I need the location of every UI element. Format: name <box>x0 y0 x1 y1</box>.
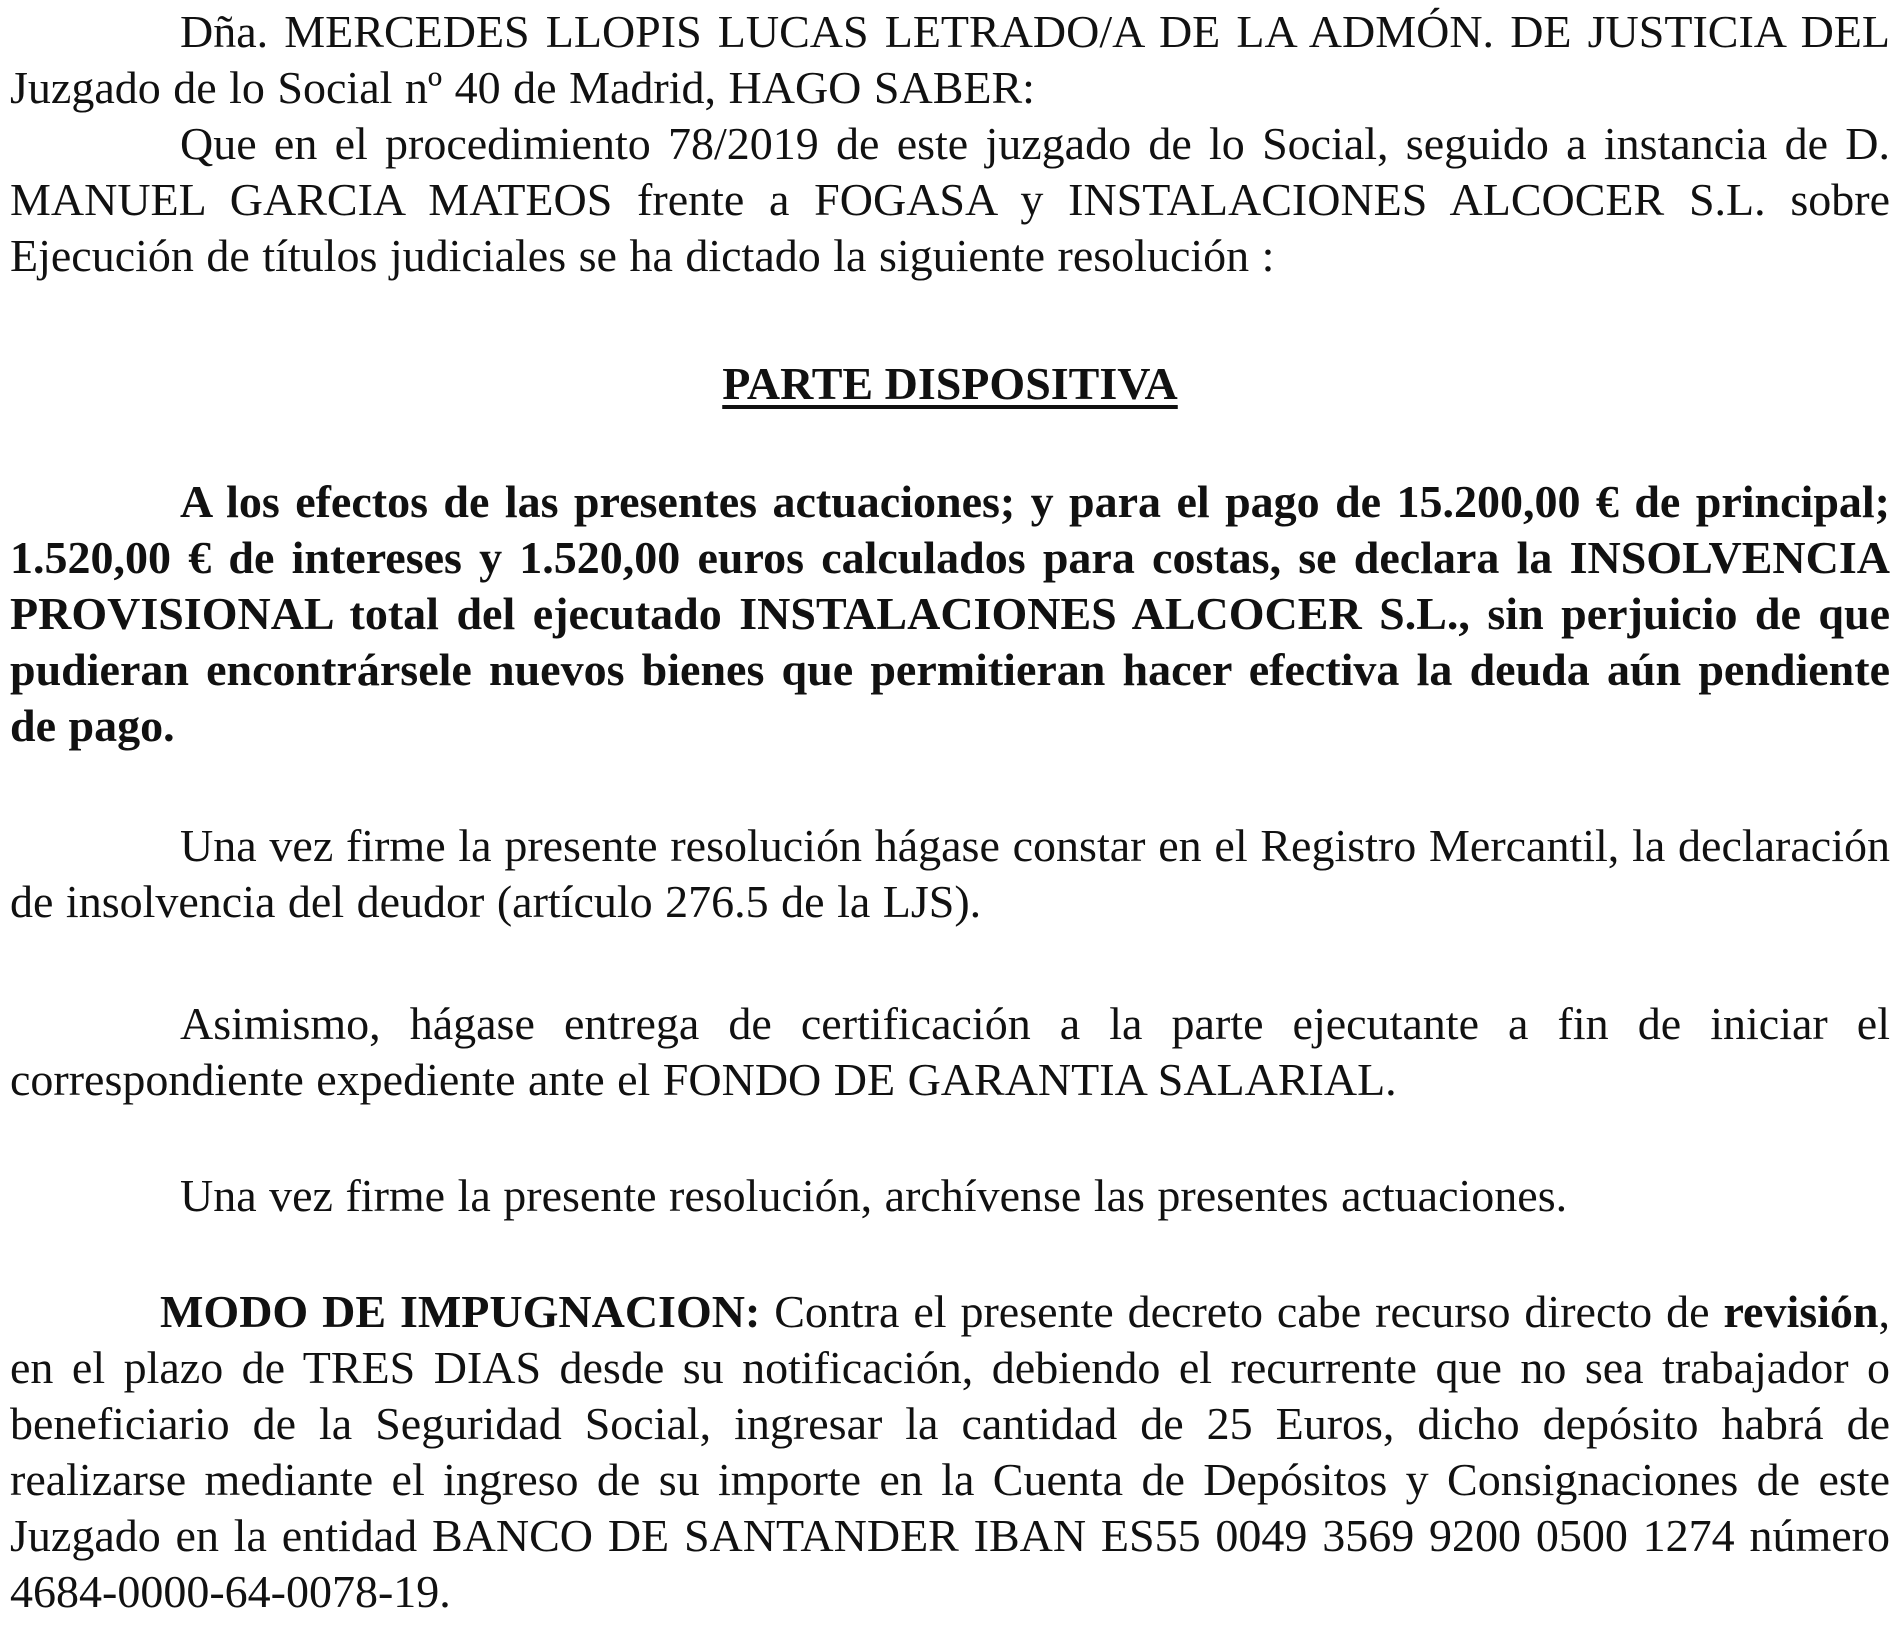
impugnation-text-after: , en el plazo de TRES DIAS desde su notificación, debiendo el recurrente que no sea trabajador o beneficiario de la Seguridad Social, ingresar la cantidad de 25 Euros, dicho depósito habrá de realizarse mediante el ingreso de su importe en la Cuenta de Depósitos y Consignaciones de este Juzgado en la entidad BANCO DE SANTANDER IBAN ES55 0049 3569 9200 0500 1274 número 4684-0000-64-0078-19. <box>10 1286 1890 1617</box>
impugnation-text-before: Contra el presente decreto cabe recurso directo de <box>760 1286 1724 1337</box>
impugnation-paragraph <box>10 1284 1890 1620</box>
section-heading: PARTE DISPOSITIVA <box>722 358 1178 409</box>
archive-paragraph: Una vez firme la presente resolución, archívense las presentes actuaciones. <box>180 1170 1568 1221</box>
certification-paragraph: Asimismo, hágase entrega de certificación a la parte ejecutante a fin de iniciar el correspondiente expediente ante el FONDO DE GARANTIA SALARIAL. <box>10 998 1890 1105</box>
document-page <box>10 0 1890 1632</box>
revision-word: revisión <box>1723 1286 1879 1337</box>
intro-paragraph: Que en el procedimiento 78/2019 de este juzgado de lo Social, seguido a instancia de D. MANUEL GARCIA MATEOS frente a FOGASA y INSTALACIONES ALCOCER S.L. sobre Ejecución de títulos judiciales se ha dictado la siguiente resolución : <box>10 118 1890 281</box>
registry-paragraph: Una vez firme la presente resolución hágase constar en el Registro Mercantil, la declaración de insolvencia del deudor (artículo 276.5 de la LJS). <box>10 820 1890 927</box>
impugnation-label: MODO DE IMPUGNACION: <box>160 1286 761 1337</box>
ruling-paragraph: A los efectos de las presentes actuaciones; y para el pago de 15.200,00 € de principal; 1.520,00 € de intereses y 1.520,00 euros calculados para costas, se declara la INSOLVENCIA PROVISIONAL total del ejecutado INSTALACIONES ALCOCER S.L., sin perjuicio de que pudieran encontrársele nuevos bienes que permitieran hacer efectiva la deuda aún pendiente de pago. <box>10 476 1890 751</box>
header-paragraph: Dña. MERCEDES LLOPIS LUCAS LETRADO/A DE LA ADMÓN. DE JUSTICIA DEL Juzgado de lo Social nº 40 de Madrid, HAGO SABER: <box>10 6 1890 113</box>
